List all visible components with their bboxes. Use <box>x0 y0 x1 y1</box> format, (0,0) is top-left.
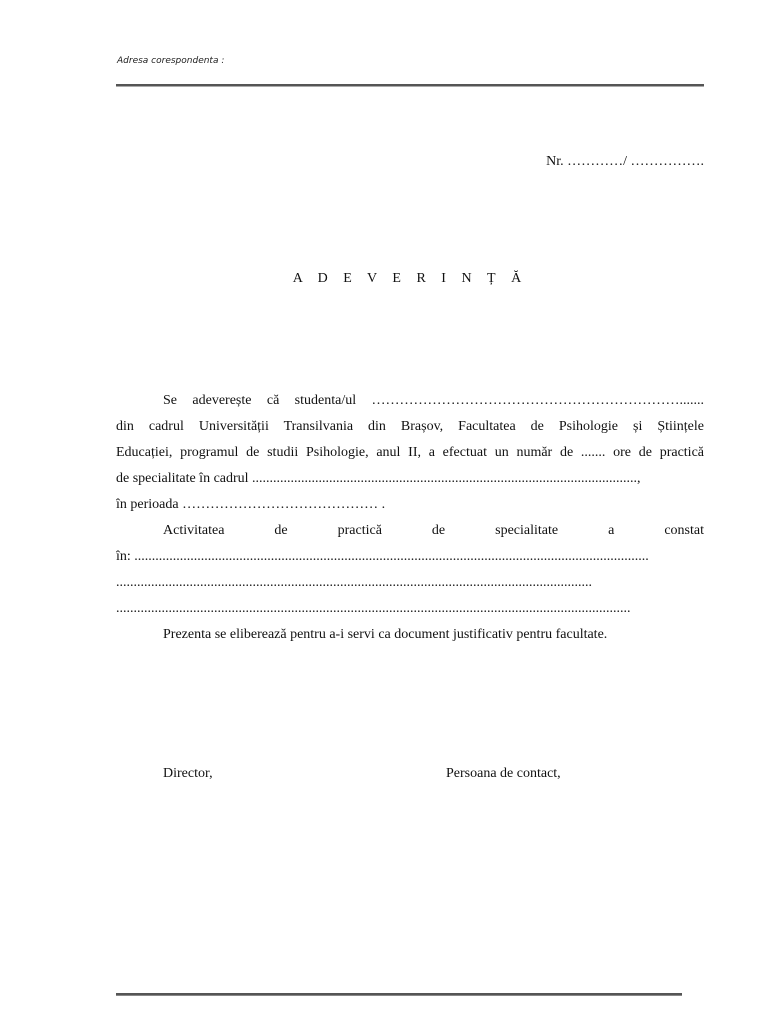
director-signature-label: Director, <box>163 766 213 781</box>
body-line-2: din cadrul Universității Transilvania din Brașov, Facultatea de Psihologie și Științele <box>116 419 704 434</box>
body-line-8: ........................................................................................................................................ <box>116 575 592 590</box>
body-line-10: Prezenta se eliberează pentru a-i servi ca document justificativ pentru facultate. <box>163 627 608 642</box>
body-line-7: în: ................................................................................................................................................... <box>116 549 649 564</box>
body-line-5: în perioada …………………………………… . <box>116 497 386 512</box>
header-divider <box>116 84 704 87</box>
body-line-9: ................................................................................................................................................... <box>116 601 631 616</box>
body-line-1: Se adeverește că studenta/ul …………………………………………………………....... <box>163 393 704 408</box>
correspondence-address-label: Adresa corespondenta : <box>117 56 225 66</box>
document-number-line: Nr. …………/ ……………. <box>546 154 704 169</box>
body-line-6: Activitatea de practică de specialitate a constat <box>163 523 704 538</box>
document-body <box>116 388 704 648</box>
footer-divider <box>116 993 682 996</box>
body-line-3: Educației, programul de studii Psihologie, anul II, a efectuat un număr de ....... ore de practică <box>116 445 704 460</box>
contact-person-signature-label: Persoana de contact, <box>446 766 561 781</box>
body-line-4: de specialitate în cadrul .............................................................................................................., <box>116 471 641 486</box>
document-title: A D E V E R I N Ț Ă <box>292 271 528 286</box>
